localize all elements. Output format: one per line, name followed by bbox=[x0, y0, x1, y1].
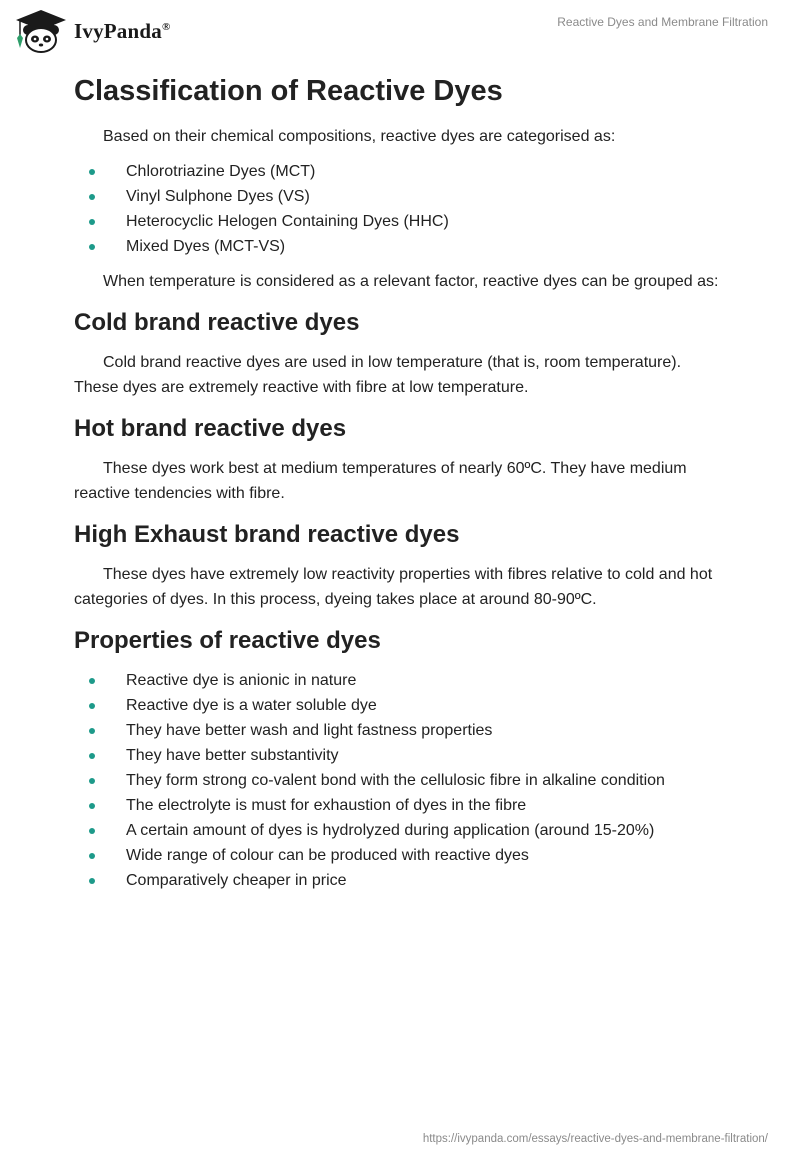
dye-types-list bbox=[74, 159, 724, 259]
bullet-icon bbox=[89, 728, 95, 734]
list-item: Reactive dye is a water soluble dye bbox=[74, 693, 724, 718]
bullet-icon bbox=[89, 878, 95, 884]
list-item: Heterocyclic Helogen Containing Dyes (HHC) bbox=[74, 209, 724, 234]
section-heading-hot: Hot brand reactive dyes bbox=[74, 415, 347, 442]
list-item: A certain amount of dyes is hydrolyzed during application (around 15-20%) bbox=[74, 818, 724, 843]
bullet-icon bbox=[89, 194, 95, 200]
brand-logo[interactable] bbox=[14, 8, 170, 54]
brand-name: IvyPanda® bbox=[74, 18, 171, 43]
article-body bbox=[74, 70, 724, 903]
list-item: Mixed Dyes (MCT-VS) bbox=[74, 234, 724, 259]
properties-list bbox=[74, 668, 724, 893]
temperature-intro-paragraph: When temperature is considered as a relevant factor, reactive dyes can be grouped as: bbox=[103, 273, 719, 290]
section-heading-high-exhaust: High Exhaust brand reactive dyes bbox=[74, 521, 460, 548]
section-text-high-exhaust: These dyes have extremely low reactivity properties with fibres relative to cold and hot categories of dyes. In this process, dyeing takes place at around 80-90ºC. bbox=[74, 566, 713, 608]
section-heading-cold: Cold brand reactive dyes bbox=[74, 309, 360, 336]
running-title: Reactive Dyes and Membrane Filtration bbox=[557, 15, 768, 29]
bullet-icon bbox=[89, 778, 95, 784]
list-item: They form strong co-valent bond with the cellulosic fibre in alkaline condition bbox=[74, 768, 724, 793]
list-item: Vinyl Sulphone Dyes (VS) bbox=[74, 184, 724, 209]
bullet-icon bbox=[89, 678, 95, 684]
bullet-icon bbox=[89, 753, 95, 759]
bullet-icon bbox=[89, 219, 95, 225]
bullet-icon bbox=[89, 828, 95, 834]
section-heading-properties: Properties of reactive dyes bbox=[74, 627, 381, 654]
source-url-link[interactable]: https://ivypanda.com/essays/reactive-dyes-and-membrane-filtration/ bbox=[422, 1133, 768, 1145]
section-text-hot: These dyes work best at medium temperatures of nearly 60ºC. They have medium reactive tendencies with fibre. bbox=[74, 460, 687, 502]
section-text-cold: Cold brand reactive dyes are used in low temperature (that is, room temperature). These dyes are extremely reactive with fibre at low temperature. bbox=[74, 354, 682, 396]
page-header bbox=[0, 0, 800, 60]
bullet-icon bbox=[89, 803, 95, 809]
list-item: Chlorotriazine Dyes (MCT) bbox=[74, 159, 724, 184]
list-item: They have better wash and light fastness properties bbox=[74, 718, 724, 743]
page-title: Classification of Reactive Dyes bbox=[74, 75, 503, 107]
bullet-icon bbox=[89, 169, 95, 175]
list-item: Reactive dye is anionic in nature bbox=[74, 668, 724, 693]
panda-logo-icon bbox=[14, 8, 68, 54]
list-item: Comparatively cheaper in price bbox=[74, 868, 724, 893]
list-item: Wide range of colour can be produced with reactive dyes bbox=[74, 843, 724, 868]
bullet-icon bbox=[89, 703, 95, 709]
bullet-icon bbox=[89, 853, 95, 859]
list-item: They have better substantivity bbox=[74, 743, 724, 768]
bullet-icon bbox=[89, 244, 95, 250]
intro-paragraph: Based on their chemical compositions, reactive dyes are categorised as: bbox=[103, 128, 616, 145]
list-item: The electrolyte is must for exhaustion of dyes in the fibre bbox=[74, 793, 724, 818]
